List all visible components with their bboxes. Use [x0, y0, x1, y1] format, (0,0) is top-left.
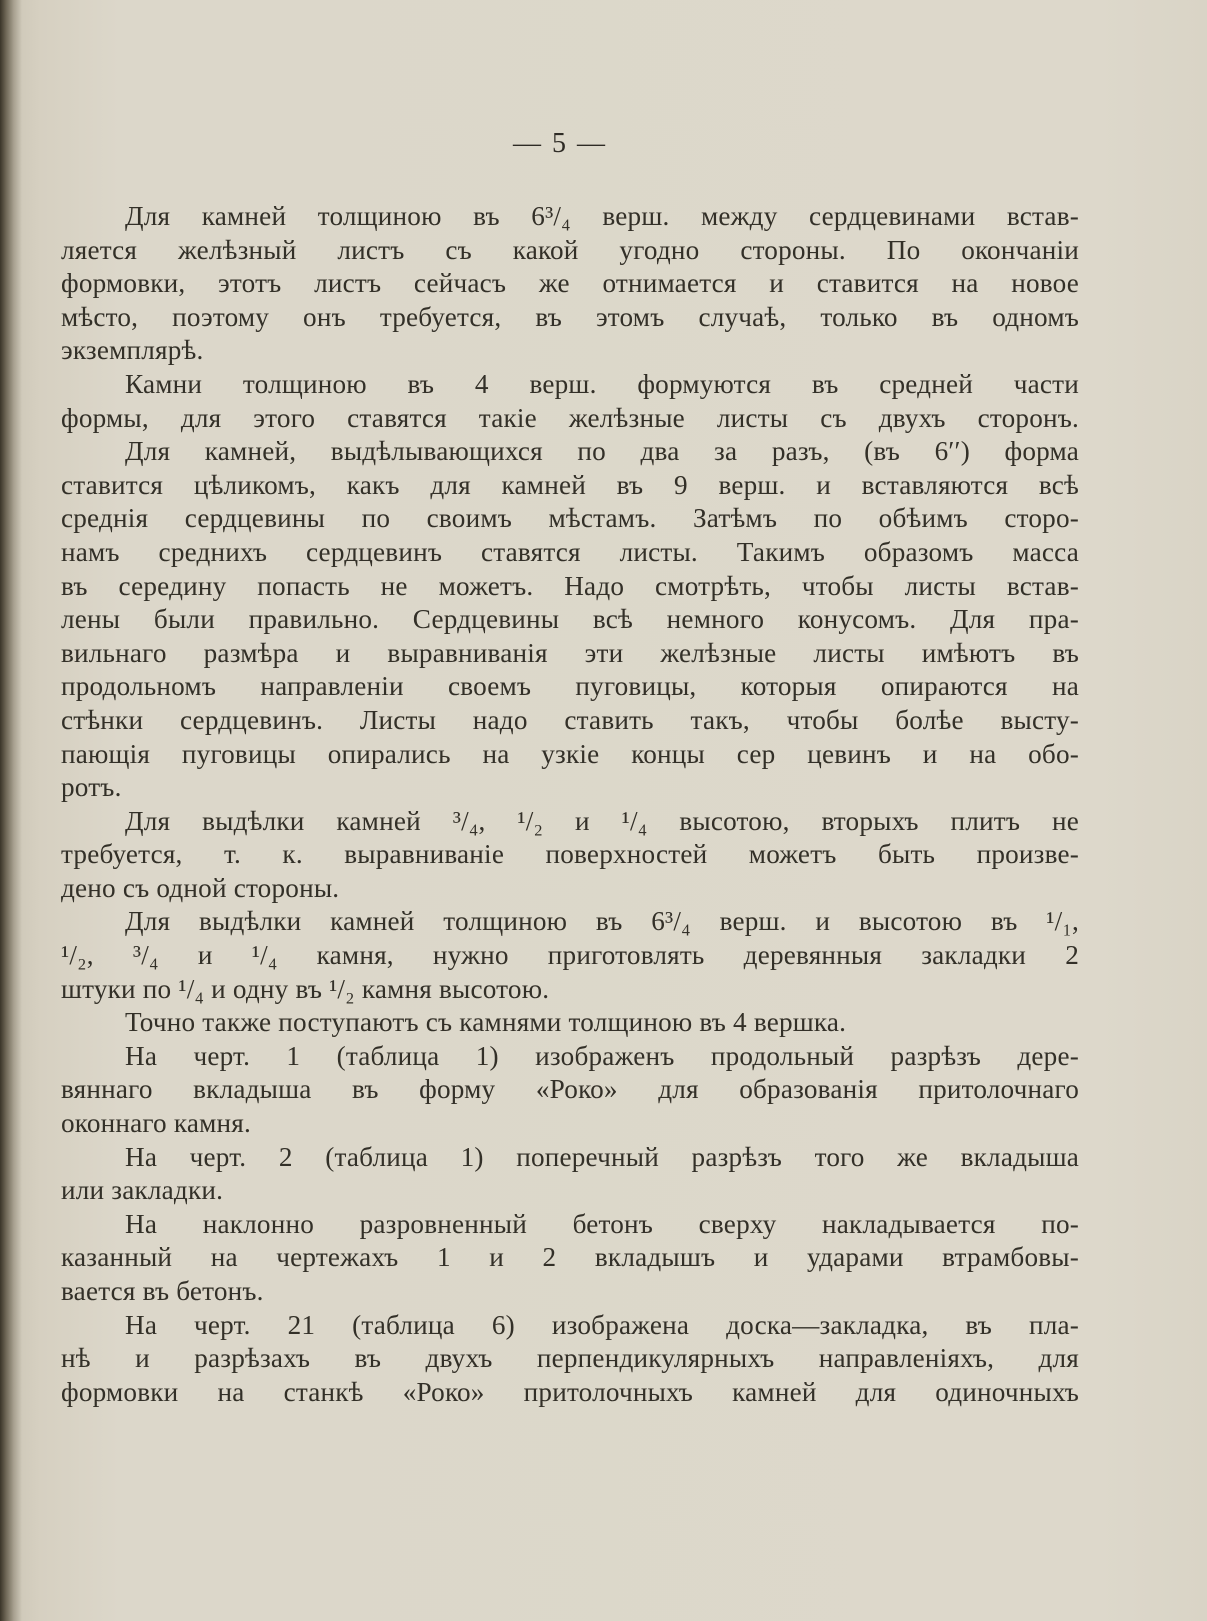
text-line: стѣнки сердцевинъ. Листы надо ставить такъ, чтобы болѣе высту- [61, 704, 1079, 735]
text-line: или закладки. [61, 1175, 224, 1206]
text-line: ставится цѣликомъ, какъ для камней въ 9 верш. и вставляются всѣ [61, 469, 1079, 500]
text-line: оконнаго камня. [61, 1108, 251, 1139]
text-line: Для выдѣлки камней толщиною въ 6³/₄ верш. и высотою въ ¹/₁, [125, 906, 1079, 937]
text-line: ¹/₂, ³/₄ и ¹/₄ камня, нужно приготовлять деревянныя закладки 2 [61, 940, 1079, 971]
text-line: Точно также поступаютъ съ камнями толщиною въ 4 вершка. [125, 1007, 847, 1038]
text-line: требуется, т. к. выравниваніе поверхностей можетъ быть произве- [61, 839, 1079, 870]
text-line: вяннаго вкладыша въ форму «Роко» для образованія притолочнаго [61, 1074, 1079, 1105]
text-line: дено съ одной стороны. [61, 872, 340, 903]
text-line: мѣсто, поэтому онъ требуется, въ этомъ случаѣ, только въ одномъ [61, 301, 1079, 332]
text-line: ляется желѣзный листъ съ какой угодно стороны. По окончаніи [61, 234, 1079, 265]
text-line: На черт. 2 (таблица 1) поперечный разрѣзъ того же вкладыша [125, 1141, 1079, 1172]
text-line: пающія пуговицы опирались на узкіе концы сер цевинъ и на обо- [61, 738, 1079, 769]
text-line: нѣ и разрѣзахъ въ двухъ перпендикулярныхъ направленіяхъ, для [61, 1343, 1079, 1374]
body-text [61, 200, 1079, 1409]
text-line: намъ среднихъ сердцевинъ ставятся листы. Такимъ образомъ масса [61, 536, 1079, 567]
binding-edge-shadow [0, 0, 22, 1621]
text-line: вильнаго размѣра и выравниванія эти желѣзные листы имѣютъ въ [61, 637, 1079, 668]
text-line: въ середину попасть не можетъ. Надо смотрѣть, чтобы листы встав- [61, 570, 1079, 601]
text-line: ротъ. [61, 772, 122, 803]
text-line: На наклонно разровненный бетонъ сверху накладывается по- [125, 1208, 1079, 1239]
text-line: Камни толщиною въ 4 верш. формуются въ средней части [125, 368, 1079, 399]
text-line: лены были правильно. Сердцевины всѣ немного конусомъ. Для пра- [61, 604, 1079, 635]
text-line: вается въ бетонъ. [61, 1276, 264, 1306]
text-line: формовки, этотъ листъ сейчасъ же отнимается и ставится на новое [61, 268, 1079, 299]
text-line: На черт. 1 (таблица 1) изображенъ продольный разрѣзъ дере- [125, 1040, 1079, 1071]
text-line: формы, для этого ставятся такіе желѣзные листы съ двухъ сторонъ. [61, 402, 1079, 433]
text-line: Для камней, выдѣлывающихся по два за разъ, (въ 6′′) форма [125, 436, 1079, 467]
text-line: экземплярѣ. [61, 335, 204, 366]
text-line: продольномъ направленіи своемъ пуговицы, которыя опираются на [61, 671, 1079, 702]
text-line: Для камней толщиною въ 6³/₄ верш. между сердцевинами встав- [125, 201, 1079, 231]
text-line: Для выдѣлки камней ³/₄, ¹/₂ и ¹/₄ высотою, вторыхъ плитъ не [125, 805, 1079, 836]
text-line: казанный на чертежахъ 1 и 2 вкладышъ и ударами втрамбовы- [61, 1242, 1079, 1273]
text-line: среднія сердцевины по своимъ мѣстамъ. Затѣмъ по обѣимъ сторо- [61, 503, 1079, 534]
page-number: — 5 — [513, 128, 607, 159]
text-line: формовки на станкѣ «Роко» притолочныхъ камней для одиночныхъ [61, 1376, 1079, 1407]
text-line: На черт. 21 (таблица 6) изображена доска—закладка, въ пла- [125, 1309, 1079, 1340]
text-line: штуки по ¹/₄ и одну въ ¹/₂ камня высотою. [61, 973, 550, 1004]
